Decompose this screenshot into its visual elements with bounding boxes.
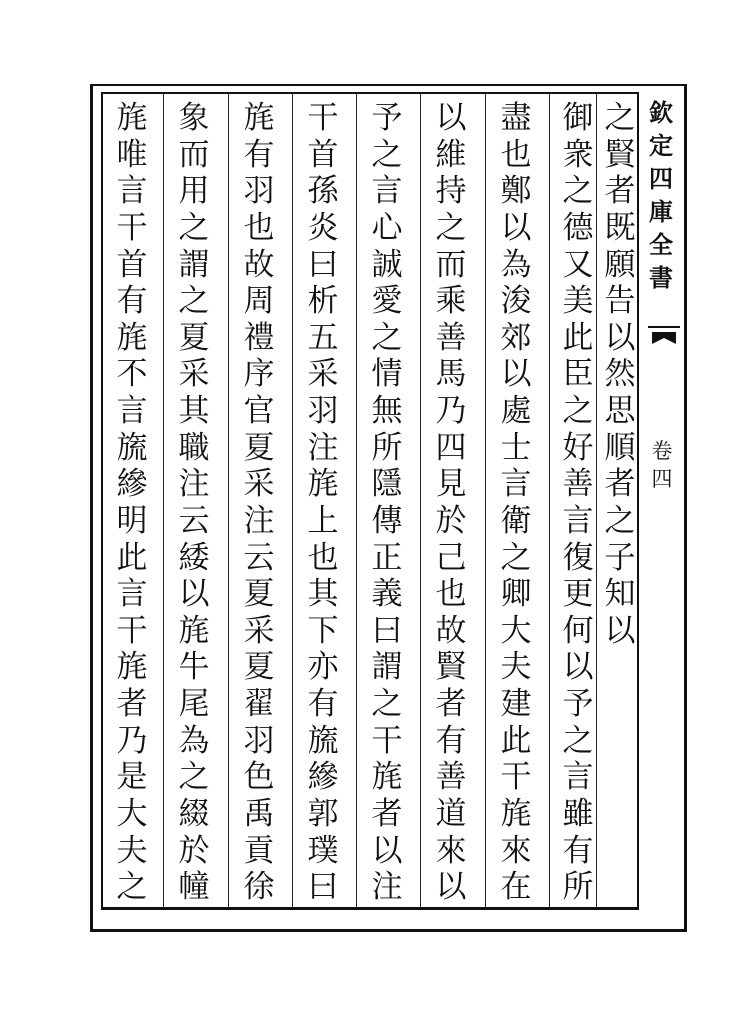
text-char: 尾 — [178, 686, 210, 722]
text-char: 幢 — [178, 869, 210, 906]
text-char: 也 — [500, 136, 532, 173]
text-column-7 — [233, 100, 285, 906]
text-char: 縿 — [307, 759, 339, 796]
text-char: 乃 — [435, 393, 467, 429]
text-char: 以 — [604, 319, 636, 356]
text-char: 衆 — [562, 136, 594, 173]
text-char: 干 — [116, 209, 148, 246]
text-char: 臣 — [562, 356, 594, 393]
text-char: 言 — [562, 759, 594, 796]
text-column-1 — [598, 100, 642, 906]
text-char: 之 — [178, 283, 210, 320]
text-char: 郊 — [500, 319, 532, 356]
text-char: 曰 — [307, 869, 339, 906]
text-char: 之 — [562, 393, 594, 429]
text-char: 來 — [435, 832, 467, 869]
text-column-4 — [425, 100, 477, 906]
text-char: 德 — [562, 209, 594, 246]
text-char: 云 — [178, 502, 210, 539]
text-char: 旒 — [307, 722, 339, 759]
text-char: 言 — [116, 173, 148, 210]
text-char: 采 — [178, 356, 210, 393]
text-char: 更 — [562, 576, 594, 613]
text-char: 縿 — [116, 466, 148, 503]
text-char: 夏 — [243, 649, 275, 686]
text-char: 善 — [435, 319, 467, 356]
text-char: 維 — [435, 136, 467, 173]
text-char: 注 — [243, 502, 275, 539]
text-char: 上 — [307, 502, 339, 539]
text-char: 善 — [562, 466, 594, 503]
text-char: 羽 — [243, 173, 275, 210]
text-char: 復 — [562, 539, 594, 576]
text-column-6 — [297, 100, 349, 906]
text-char: 美 — [562, 283, 594, 320]
text-char: 以 — [178, 576, 210, 613]
text-char: 賢 — [604, 136, 636, 173]
text-char: 大 — [500, 612, 532, 649]
text-char: 下 — [307, 612, 339, 649]
text-char: 傳 — [371, 502, 403, 539]
text-char: 注 — [307, 429, 339, 466]
text-char: 炎 — [307, 209, 339, 246]
text-char: 思 — [604, 393, 636, 429]
text-char: 言 — [562, 502, 594, 539]
text-char: 者 — [116, 686, 148, 722]
text-char: 而 — [435, 246, 467, 283]
margin-title-char: 全 — [649, 230, 673, 259]
text-char: 言 — [116, 576, 148, 613]
text-char: 之 — [604, 502, 636, 539]
text-char: 旄 — [243, 100, 275, 136]
text-char: 羽 — [243, 722, 275, 759]
text-char: 之 — [178, 759, 210, 796]
text-char: 夫 — [500, 649, 532, 686]
text-char: 旄 — [116, 100, 148, 136]
text-char: 所 — [562, 869, 594, 906]
text-char: 之 — [604, 100, 636, 136]
text-column-3 — [490, 100, 542, 906]
column-rule — [292, 94, 293, 908]
volume-label — [646, 437, 678, 493]
text-char: 翟 — [243, 686, 275, 722]
text-char: 此 — [500, 722, 532, 759]
text-char: 士 — [500, 429, 532, 466]
text-char: 以 — [435, 100, 467, 136]
text-char: 有 — [243, 136, 275, 173]
text-char: 者 — [435, 686, 467, 722]
text-char: 持 — [435, 173, 467, 210]
text-char: 子 — [604, 539, 636, 576]
text-char: 徐 — [243, 869, 275, 906]
text-char: 也 — [435, 576, 467, 613]
text-column-9 — [106, 100, 158, 906]
text-char: 者 — [604, 173, 636, 210]
text-char: 義 — [371, 576, 403, 613]
text-char: 有 — [307, 686, 339, 722]
text-char: 此 — [562, 319, 594, 356]
text-char: 所 — [371, 429, 403, 466]
text-char: 言 — [500, 466, 532, 503]
column-rule — [228, 94, 229, 908]
text-char: 周 — [243, 283, 275, 320]
text-char: 旒 — [116, 429, 148, 466]
text-char: 以 — [500, 356, 532, 393]
text-char: 此 — [116, 539, 148, 576]
text-char: 鄭 — [500, 173, 532, 210]
text-char: 正 — [371, 539, 403, 576]
text-char: 願 — [604, 246, 636, 283]
text-char: 無 — [371, 393, 403, 429]
text-char: 象 — [178, 100, 210, 136]
margin-title-char: 四 — [649, 164, 673, 193]
text-char: 馬 — [435, 356, 467, 393]
text-char: 職 — [178, 429, 210, 466]
margin-title-char: 庫 — [649, 197, 673, 226]
text-char: 采 — [243, 612, 275, 649]
text-char: 曰 — [307, 246, 339, 283]
text-char: 旄 — [500, 795, 532, 832]
text-char: 干 — [500, 759, 532, 796]
text-column-8 — [168, 100, 220, 906]
text-char: 以 — [435, 869, 467, 906]
text-char: 禹 — [243, 795, 275, 832]
text-char: 牛 — [178, 649, 210, 686]
text-char: 其 — [307, 576, 339, 613]
text-char: 璞 — [307, 832, 339, 869]
text-char: 夫 — [116, 832, 148, 869]
text-char: 用 — [178, 173, 210, 210]
text-char: 析 — [307, 283, 339, 320]
volume-label-char: 四 — [651, 467, 673, 491]
margin-title-char: 欽 — [649, 98, 673, 127]
fish-tail-mark — [648, 324, 680, 350]
text-char: 誠 — [371, 246, 403, 283]
text-char: 好 — [562, 429, 594, 466]
text-char: 告 — [604, 283, 636, 320]
column-rule — [420, 94, 421, 908]
text-char: 五 — [307, 319, 339, 356]
text-char: 知 — [604, 576, 636, 613]
text-char: 浚 — [500, 283, 532, 320]
text-char: 之 — [371, 136, 403, 173]
text-char: 衛 — [500, 502, 532, 539]
text-char: 干 — [116, 612, 148, 649]
text-char: 之 — [435, 209, 467, 246]
text-char: 予 — [562, 686, 594, 722]
text-char: 孫 — [307, 173, 339, 210]
text-char: 故 — [435, 612, 467, 649]
margin-title-char: 書 — [649, 263, 673, 292]
text-char: 雖 — [562, 795, 594, 832]
text-char: 也 — [243, 209, 275, 246]
text-char: 何 — [562, 612, 594, 649]
text-char: 干 — [371, 722, 403, 759]
column-rule — [163, 94, 164, 908]
text-char: 之 — [371, 686, 403, 722]
volume-label-char: 卷 — [651, 439, 673, 463]
text-char: 建 — [500, 686, 532, 722]
text-char: 之 — [562, 173, 594, 210]
text-char: 旄 — [178, 612, 210, 649]
column-rule — [549, 94, 550, 908]
text-char: 為 — [500, 246, 532, 283]
text-char: 卿 — [500, 576, 532, 613]
text-char: 者 — [604, 466, 636, 503]
text-char: 心 — [371, 209, 403, 246]
text-char: 夏 — [243, 576, 275, 613]
text-char: 官 — [243, 393, 275, 429]
margin-title-char: 定 — [649, 131, 673, 160]
text-char: 見 — [435, 466, 467, 503]
text-char: 旄 — [307, 466, 339, 503]
text-char: 以 — [371, 832, 403, 869]
text-char: 四 — [435, 429, 467, 466]
text-char: 善 — [435, 759, 467, 796]
text-char: 故 — [243, 246, 275, 283]
text-char: 己 — [435, 539, 467, 576]
text-char: 采 — [243, 466, 275, 503]
text-char: 於 — [178, 832, 210, 869]
text-char: 既 — [604, 209, 636, 246]
text-char: 謂 — [178, 246, 210, 283]
text-char: 郭 — [307, 795, 339, 832]
text-char: 明 — [116, 502, 148, 539]
margin-title — [642, 96, 680, 294]
text-column-2 — [552, 100, 604, 906]
text-char: 其 — [178, 393, 210, 429]
text-char: 序 — [243, 356, 275, 393]
text-char: 大 — [116, 795, 148, 832]
text-char: 道 — [435, 795, 467, 832]
text-char: 云 — [243, 539, 275, 576]
text-char: 於 — [435, 502, 467, 539]
text-char: 采 — [307, 356, 339, 393]
text-char: 之 — [500, 539, 532, 576]
text-char: 也 — [307, 539, 339, 576]
text-char: 處 — [500, 393, 532, 429]
text-char: 不 — [116, 356, 148, 393]
text-char: 注 — [178, 466, 210, 503]
text-char: 御 — [562, 100, 594, 136]
text-char: 之 — [371, 319, 403, 356]
text-char: 旄 — [371, 759, 403, 796]
text-char: 謂 — [371, 649, 403, 686]
text-char: 以 — [604, 612, 636, 649]
text-char: 為 — [178, 722, 210, 759]
text-char: 有 — [435, 722, 467, 759]
text-char: 以 — [500, 209, 532, 246]
text-char: 言 — [371, 173, 403, 210]
text-char: 在 — [500, 869, 532, 906]
text-char: 首 — [307, 136, 339, 173]
text-char: 夏 — [243, 429, 275, 466]
text-char: 隱 — [371, 466, 403, 503]
text-char: 以 — [562, 649, 594, 686]
text-char: 然 — [604, 356, 636, 393]
text-char: 夏 — [178, 319, 210, 356]
text-char: 乘 — [435, 283, 467, 320]
text-char: 盡 — [500, 100, 532, 136]
text-char: 賢 — [435, 649, 467, 686]
text-char: 有 — [562, 832, 594, 869]
text-column-5 — [361, 100, 413, 906]
text-char: 情 — [371, 356, 403, 393]
text-char: 愛 — [371, 283, 403, 320]
text-char: 之 — [178, 209, 210, 246]
text-char: 貢 — [243, 832, 275, 869]
text-char: 羽 — [307, 393, 339, 429]
text-char: 來 — [500, 832, 532, 869]
text-char: 禮 — [243, 319, 275, 356]
text-char: 干 — [307, 100, 339, 136]
text-char: 唯 — [116, 136, 148, 173]
text-char: 緌 — [178, 539, 210, 576]
text-char: 有 — [116, 283, 148, 320]
text-char: 之 — [116, 869, 148, 906]
text-char: 予 — [371, 100, 403, 136]
text-char: 旄 — [116, 649, 148, 686]
text-char: 乃 — [116, 722, 148, 759]
text-char: 旄 — [116, 319, 148, 356]
text-char: 又 — [562, 246, 594, 283]
text-char: 綴 — [178, 795, 210, 832]
text-char: 者 — [371, 795, 403, 832]
text-char: 首 — [116, 246, 148, 283]
text-char: 色 — [243, 759, 275, 796]
text-char: 而 — [178, 136, 210, 173]
text-char: 之 — [562, 722, 594, 759]
text-char: 順 — [604, 429, 636, 466]
text-char: 言 — [116, 393, 148, 429]
column-rule — [356, 94, 357, 908]
text-char: 注 — [371, 869, 403, 906]
text-char: 是 — [116, 759, 148, 796]
text-char: 亦 — [307, 649, 339, 686]
text-char: 曰 — [371, 612, 403, 649]
column-rule — [485, 94, 486, 908]
